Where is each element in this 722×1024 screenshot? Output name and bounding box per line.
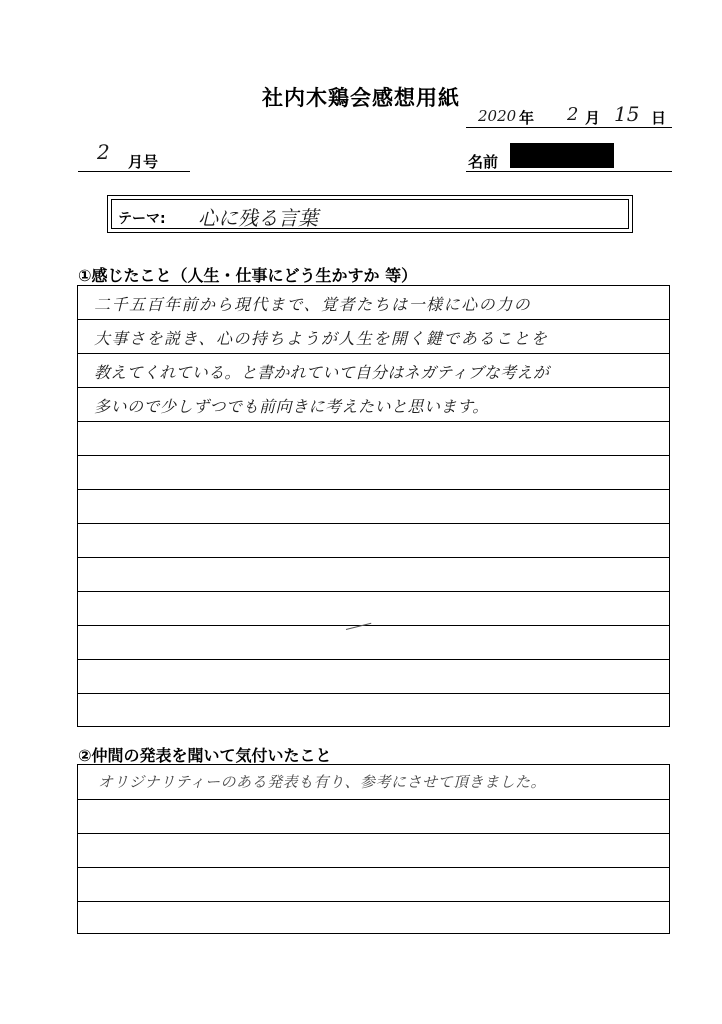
issue-label: 月号: [128, 153, 159, 171]
ruled-line: [78, 421, 669, 422]
theme-inner-frame: [111, 199, 629, 229]
ruled-line: [78, 591, 669, 592]
ruled-line: [78, 799, 669, 800]
section2-line-1: オリジナリティーのある発表も有り、参考にさせて頂きました。: [98, 773, 547, 791]
ruled-line: [78, 489, 669, 490]
date-month-value: 2: [567, 104, 579, 125]
ruled-line: [78, 693, 669, 694]
ruled-line: [78, 523, 669, 524]
name-label: 名前: [468, 153, 499, 171]
issue-value: 2: [97, 140, 110, 164]
section1-line-3: 教えてくれている。と書かれていて自分はネガティブな考えが: [94, 363, 550, 382]
theme-label: テーマ:: [118, 211, 166, 227]
stray-pen-mark: [346, 623, 371, 630]
date-year-label: 年: [519, 109, 535, 127]
ruled-line: [78, 353, 669, 354]
issue-underline: [78, 171, 190, 172]
date-day-label: 日: [651, 109, 667, 127]
section1-line-4: 多いので少しずつでも前向きに考えたいと思います。: [94, 397, 489, 416]
ruled-line: [78, 659, 669, 660]
section2-heading: ②仲間の発表を聞いて気付いたこと: [78, 746, 332, 765]
name-underline: [466, 171, 672, 172]
date-day-value: 15: [614, 102, 640, 126]
section1-line-1: 二千五百年前から現代まで、覚者たちは一様に心の力の: [94, 295, 532, 314]
section1-heading: ①感じたこと（人生・仕事にどう生かすか 等）: [78, 266, 418, 285]
ruled-line: [78, 867, 669, 868]
section1-line-2: 大事さを説き、心の持ちようが人生を開く鍵であることを: [94, 329, 549, 348]
ruled-line: [78, 319, 669, 320]
ruled-line: [78, 833, 669, 834]
ruled-line: [78, 557, 669, 558]
name-redaction: [510, 143, 614, 168]
theme-box: [107, 195, 633, 233]
ruled-line: [78, 455, 669, 456]
date-year-value: 2020: [478, 107, 517, 125]
ruled-line: [78, 901, 669, 902]
date-underline: [466, 127, 672, 128]
section1-lined-box: [77, 285, 670, 727]
date-month-label: 月: [585, 109, 601, 127]
section2-lined-box: [77, 764, 670, 934]
form-title: 社内木鶏会感想用紙: [262, 86, 460, 110]
ruled-line: [78, 625, 669, 626]
theme-value: 心に残る言葉: [198, 206, 318, 230]
ruled-line: [78, 387, 669, 388]
